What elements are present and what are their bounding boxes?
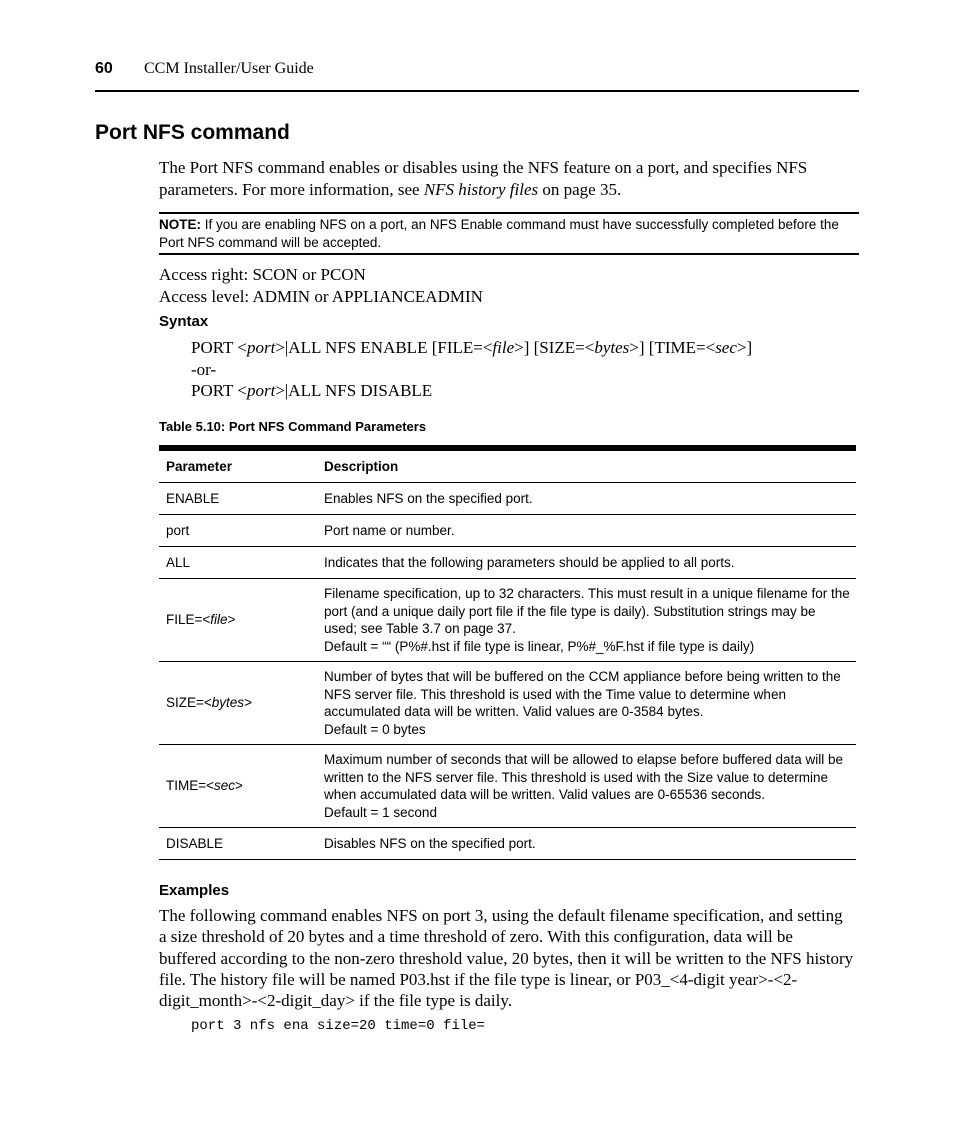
table-row <box>159 662 856 745</box>
syntax-or: -or- <box>191 359 217 379</box>
intro-text: The Port NFS command enables or disables using the NFS feature on a port, and specifies NFS parameters. For more information, see <box>159 158 808 199</box>
table-row <box>159 579 856 662</box>
table-row <box>159 515 856 547</box>
access-info <box>159 264 483 307</box>
syntax-heading: Syntax <box>159 313 209 330</box>
syntax-enable-line: PORT <port>|ALL NFS ENABLE [FILE=<file>] [SIZE=<bytes>] [TIME=<sec>] <box>191 338 753 357</box>
intro-text-end: on page 35. <box>538 179 622 199</box>
param-cell: FILE=<file> <box>159 579 317 662</box>
guide-title: CCM Installer/User Guide <box>144 60 314 77</box>
param-cell: ENABLE <box>159 483 317 515</box>
note-text: If you are enabling NFS on a port, an NFS Enable command must have successfully completed before the Port NFS command will be accepted. <box>159 217 839 250</box>
table-caption: Table 5.10: Port NFS Command Parameters <box>159 419 427 434</box>
section-title: Port NFS command <box>95 121 290 144</box>
header-description: Description <box>317 448 856 483</box>
note-label: NOTE: <box>159 217 201 232</box>
table-row <box>159 547 856 579</box>
desc-cell: Disables NFS on the specified port. <box>317 828 856 860</box>
table-header-row <box>159 448 856 483</box>
table-row <box>159 745 856 828</box>
desc-cell: Filename specification, up to 32 characters. This must result in a unique filename for the port (and a unique daily port file if the file type is daily). Substitution strings may be used; see Table 3.7 on page 37. Default = ““ (P%#.hst if file type is linear, P%#_%F.hst if file type is daily) <box>317 579 856 662</box>
param-cell: port <box>159 515 317 547</box>
nfs-history-files-link[interactable]: NFS history files <box>423 179 539 199</box>
access-right: Access right: SCON or PCON <box>159 265 366 284</box>
table-row <box>159 483 856 515</box>
intro-paragraph <box>159 157 849 200</box>
page-number: 60 <box>95 60 113 77</box>
access-level: Access level: ADMIN or APPLIANCEADMIN <box>159 286 483 306</box>
syntax-block <box>191 337 752 402</box>
syntax-disable-line: PORT <port>|ALL NFS DISABLE <box>191 381 433 400</box>
parameters-table <box>159 445 856 860</box>
desc-cell: Port name or number. <box>317 515 856 547</box>
desc-cell: Enables NFS on the specified port. <box>317 483 856 515</box>
examples-paragraph: The following command enables NFS on port 3, using the default filename specification, and setting a size threshold of 20 bytes and a time threshold of zero. With this configuration, data will be buffered according to the non-zero threshold value, 20 bytes, then it will be written to the NFS history file. The history file will be named P03.hst if the file type is linear, or P03_<4-digit year>-<2-digit_month>-<2-digit_day> if the file type is daily. <box>159 906 854 1011</box>
desc-cell: Number of bytes that will be buffered on the CCM appliance before being written to the NFS server file. This threshold is used with the Time value to determine when accumulated data will be written. Valid values are 0-3584 bytes. Default = 0 bytes <box>317 662 856 745</box>
header-parameter: Parameter <box>159 448 317 483</box>
table-row <box>159 828 856 860</box>
examples-heading: Examples <box>159 882 230 899</box>
param-cell: DISABLE <box>159 828 317 860</box>
page-header <box>95 59 859 92</box>
desc-cell: Indicates that the following parameters should be applied to all ports. <box>317 547 856 579</box>
desc-cell: Maximum number of seconds that will be allowed to elapse before buffered data will be written to the NFS server file. This threshold is used with the Size value to determine when accumulated data will be written. Valid values are 0-65536 seconds. Default = 1 second <box>317 745 856 828</box>
param-cell: ALL <box>159 547 317 579</box>
note-box <box>159 212 859 255</box>
param-cell: TIME=<sec> <box>159 745 317 828</box>
param-cell: SIZE=<bytes> <box>159 662 317 745</box>
example-code: port 3 nfs ena size=20 time=0 file= <box>191 1018 486 1034</box>
